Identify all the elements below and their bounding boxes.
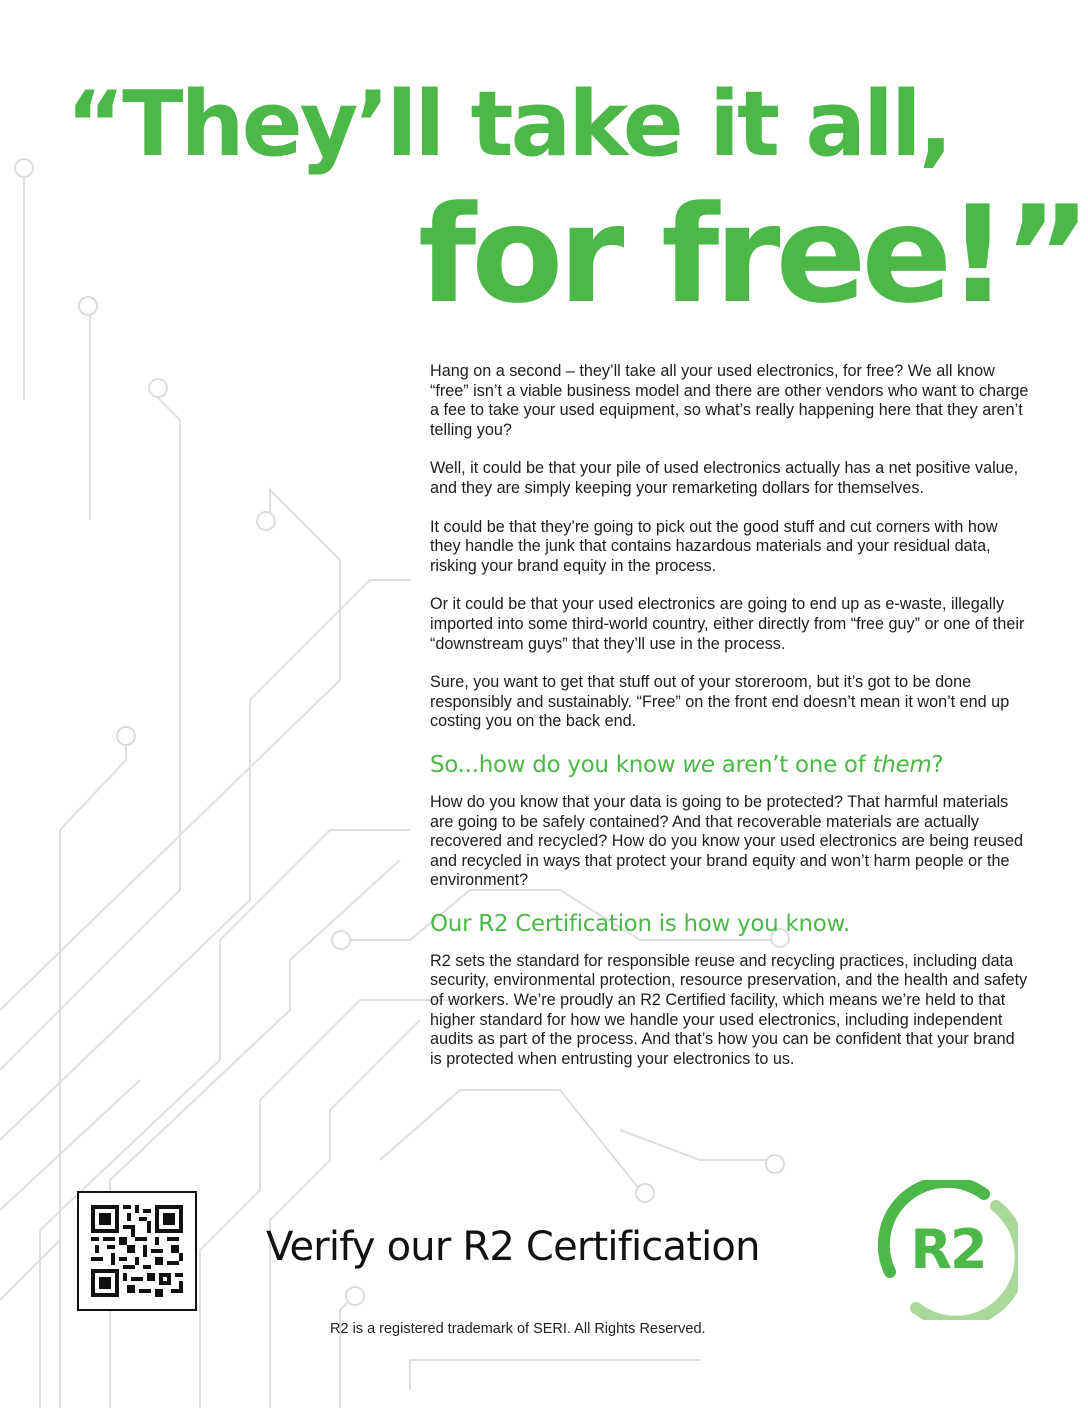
r2-logo-text: R2: [910, 1218, 986, 1281]
paragraph-e-waste: Or it could be that your used electronics are going to end up as e-waste, illegally imported into some third-world country, either directly from “free guy” or one of their “downstream guys” that they’ll use in the process.: [430, 595, 1025, 653]
paragraph-r2-standard: R2 sets the standard for responsible reuse and recycling practices, including data security, environmental protection, resource preservation, and the health and safety of workers. We’re proudly an R2 Certified facility, which means we’re held to that higher standard for how we handle your used electronics, including independent audits as part of the process. And that’s how you can be confident that your brand is protected when entrusting your electronics to us.: [430, 951, 1028, 1068]
subheading-part-1: So...how do you know: [430, 751, 683, 778]
paragraph-net-value: Well, it could be that your pile of used electronics actually has a net positive value, and they are simply keeping your remarketing dollars for themselves.: [430, 459, 1019, 497]
verify-certification-link[interactable]: Verify our R2 Certification: [266, 1224, 760, 1270]
headline-line-1: “They’ll take it all,: [66, 72, 950, 177]
body-column: [430, 362, 1030, 1088]
trademark-notice: R2 is a registered trademark of SERI. All Rights Reserved.: [330, 1321, 706, 1337]
paragraph-storeroom: Sure, you want to get that stuff out of your storeroom, but it’s got to be done responsibly and sustainably. “Free” on the front end doesn’t mean it won’t end up costing you on the back end.: [430, 673, 1010, 731]
paragraph-cut-corners: It could be that they’re going to pick out the good stuff and cut corners with how they handle the junk that contains hazardous materials and your residual data, risking your brand equity in the process.: [430, 517, 998, 575]
r2-logo-icon: [878, 1180, 1018, 1320]
paragraph-protection: How do you know that your data is going to be protected? That harmful materials are going to be safely contained? And that recoverable materials are actually recovered and recycled? How do you know your used electronics are being reused and recycled in ways that protect your brand equity and won’t harm people or the environment?: [430, 792, 1023, 890]
subheading-part-2: aren’t one of: [714, 751, 873, 778]
subheading-we: we: [682, 751, 715, 778]
headline-line-2: for free!”: [418, 177, 1087, 333]
subheading-part-3: ?: [931, 751, 944, 778]
subheading-how-do-you-know: [430, 751, 1030, 779]
subheading-r2-certification: Our R2 Certification is how you know.: [430, 910, 850, 937]
subheading-them: them: [872, 751, 932, 778]
qr-code-icon[interactable]: [77, 1191, 197, 1311]
paragraph-free: Hang on a second – they’ll take all your used electronics, for free? We all know “free” isn’t a viable business model and there are other vendors who want to charge a fee to take your used equipment, so what’s really happening here that they aren’t telling you?: [430, 362, 1029, 439]
